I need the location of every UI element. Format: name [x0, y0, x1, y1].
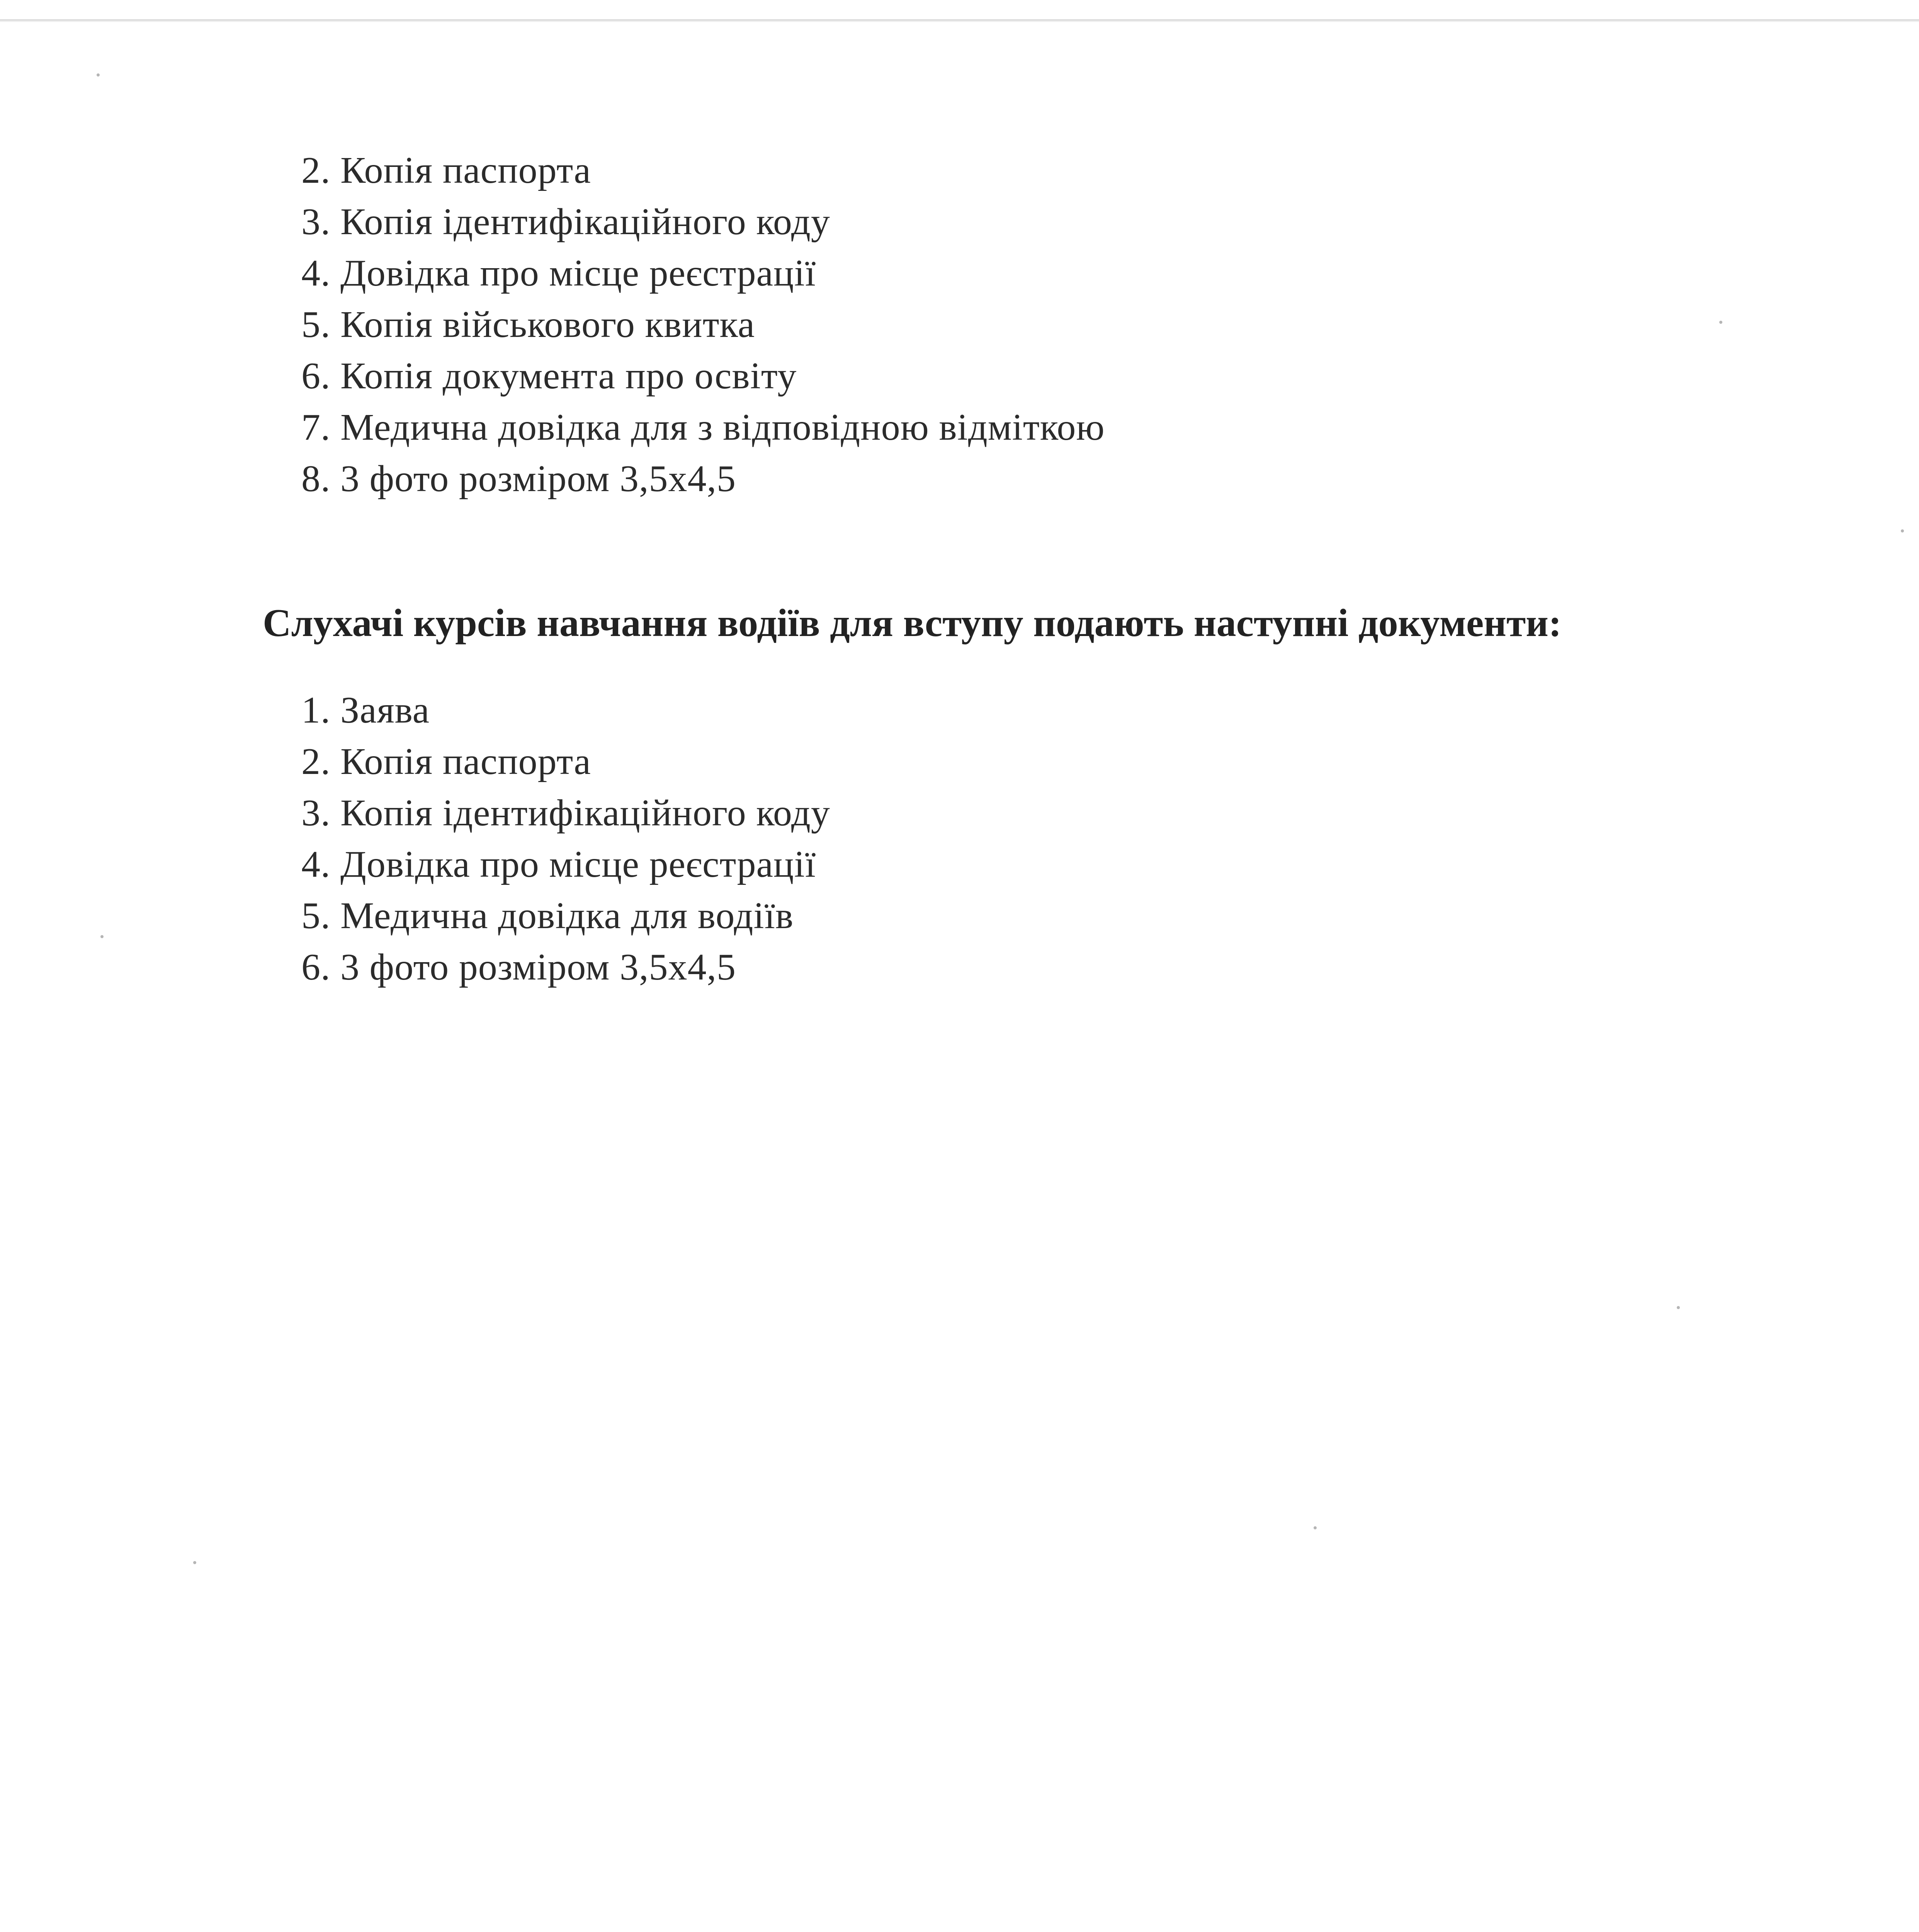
scan-speck [1719, 321, 1722, 324]
list-item: 7. Медична довідка для з відповідною відміткою [301, 406, 1105, 448]
list-item: 4. Довідка про місце реєстрації [301, 844, 816, 885]
scan-speck [1677, 1306, 1680, 1309]
list-item: 5. Медична довідка для водіїв [301, 895, 794, 937]
list-item: 3. Копія ідентифікаційного коду [301, 792, 830, 834]
scan-top-edge [0, 19, 1919, 22]
scan-speck [1314, 1526, 1317, 1529]
scan-speck [100, 935, 104, 938]
list-item: 6. 3 фото розміром 3,5х4,5 [301, 946, 736, 988]
list-item: 2. Копія паспорта [301, 150, 591, 191]
list-item: 4. Довідка про місце реєстрації [301, 252, 816, 294]
scan-speck [193, 1561, 196, 1564]
list-item: 2. Копія паспорта [301, 741, 591, 782]
driver-course-document-list [301, 685, 830, 993]
list-item: 3. Копія ідентифікаційного коду [301, 201, 830, 243]
document-list-continued [301, 145, 1105, 505]
scan-speck [1901, 529, 1904, 532]
list-item: 5. Копія військового квитка [301, 304, 755, 345]
section-heading: Слухачі курсів навчання водіїв для вступу подають наступні документи: [263, 601, 1562, 645]
list-item: 1. Заява [301, 689, 430, 731]
list-item: 6. Копія документа про освіту [301, 355, 797, 397]
scan-speck [97, 73, 100, 77]
list-item: 8. 3 фото розміром 3,5х4,5 [301, 458, 736, 500]
